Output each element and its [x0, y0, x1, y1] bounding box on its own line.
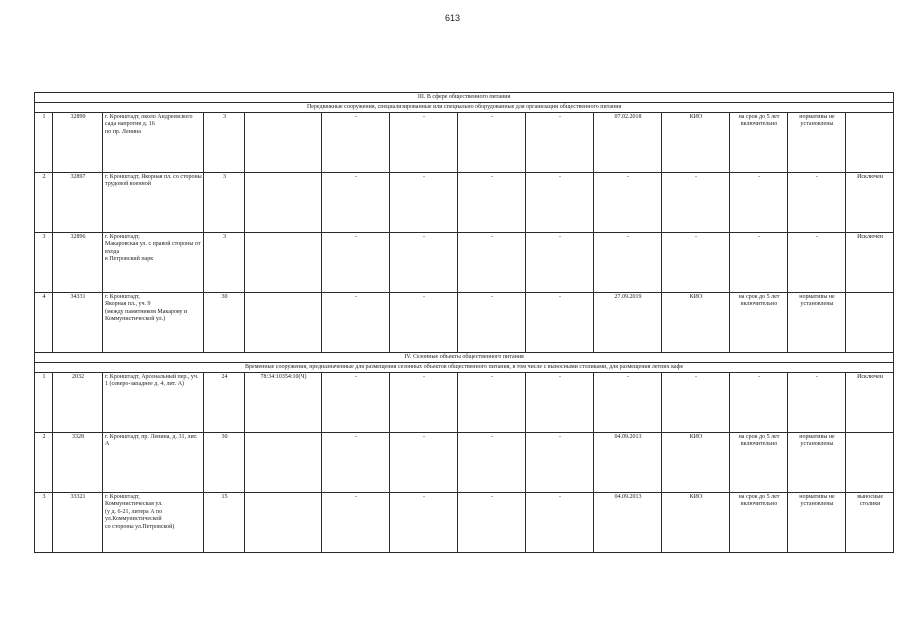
cell-cadastre [245, 233, 322, 293]
cell-note: Исключен [846, 373, 894, 433]
cell-c8: - [526, 293, 594, 353]
cell-c8: - [526, 373, 594, 433]
cell-norm: нормативы не установлены [788, 433, 846, 493]
cell-org: КИО [662, 493, 730, 553]
cell-num: 3 [35, 493, 53, 553]
cell-c7: - [458, 113, 526, 173]
cell-count: 24 [204, 373, 245, 433]
cell-norm: нормативы не установлены [788, 113, 846, 173]
table-row [35, 113, 894, 173]
cell-date: 04.09.2013 [594, 493, 662, 553]
table-row [35, 293, 894, 353]
cell-note [846, 433, 894, 493]
cell-org: КИО [662, 433, 730, 493]
cell-cadastre [245, 173, 322, 233]
cell-cadastre [245, 293, 322, 353]
cell-c7: - [458, 293, 526, 353]
cell-c5: - [322, 173, 390, 233]
cell-date: 04.09.2013 [594, 433, 662, 493]
cell-c6: - [390, 113, 458, 173]
cell-count: 3 [204, 233, 245, 293]
cell-date: - [594, 373, 662, 433]
cell-address: г. Кронштадт, Якорная пл., уч. 9 (между памятником Макарову и Коммунистической ул.) [103, 293, 204, 353]
cell-term: на срок до 5 лет включительно [730, 293, 788, 353]
cell-term: на срок до 5 лет включительно [730, 493, 788, 553]
cell-count: 15 [204, 493, 245, 553]
cell-code: 32896 [53, 233, 103, 293]
cell-c5: - [322, 493, 390, 553]
section-subtitle: Временные сооружения, предназначенные для размещения сезонных объектов общественного питания, в том числе с выносными столиками, для размещения летних кафе [35, 363, 894, 373]
registry-body [35, 93, 894, 553]
cell-note: выносные столики [846, 493, 894, 553]
cell-c6: - [390, 493, 458, 553]
cell-num: 1 [35, 113, 53, 173]
registry-table [34, 92, 894, 553]
cell-date: 07.02.2018 [594, 113, 662, 173]
section-title: IV. Сезонные объекты общественного питания [35, 353, 894, 363]
cell-term: на срок до 5 лет включительно [730, 433, 788, 493]
cell-term: на срок до 5 лет включительно [730, 113, 788, 173]
cell-num: 2 [35, 433, 53, 493]
cell-org: - [662, 233, 730, 293]
cell-c8: - [526, 433, 594, 493]
section-subtitle-row [35, 363, 894, 373]
cell-date: 27.09.2019 [594, 293, 662, 353]
cell-c6: - [390, 233, 458, 293]
cell-cadastre [245, 493, 322, 553]
cell-code: 33321 [53, 493, 103, 553]
cell-c5: - [322, 373, 390, 433]
section-title-row [35, 93, 894, 103]
cell-c5: - [322, 233, 390, 293]
cell-count: 3 [204, 113, 245, 173]
cell-code: 2032 [53, 373, 103, 433]
cell-c6: - [390, 173, 458, 233]
cell-note: Исключен [846, 173, 894, 233]
cell-cadastre [245, 433, 322, 493]
cell-code: 3328 [53, 433, 103, 493]
cell-c7: - [458, 173, 526, 233]
cell-c7: - [458, 233, 526, 293]
cell-address: г. Кронштадт, Якорная пл. со стороны трудовой военной [103, 173, 204, 233]
cell-note [846, 113, 894, 173]
section-subtitle-row [35, 103, 894, 113]
cell-term: - [730, 233, 788, 293]
table-row [35, 373, 894, 433]
cell-num: 3 [35, 233, 53, 293]
cell-c7: - [458, 493, 526, 553]
table-row [35, 493, 894, 553]
cell-org: КИО [662, 113, 730, 173]
cell-c5: - [322, 433, 390, 493]
table-row [35, 173, 894, 233]
cell-c6: - [390, 433, 458, 493]
cell-c8: - [526, 233, 594, 293]
cell-org: - [662, 373, 730, 433]
cell-num: 2 [35, 173, 53, 233]
cell-address: г. Кронштадт, около Андреевского сада напротив д. 16 по пр. Ленина [103, 113, 204, 173]
page-number: 613 [444, 13, 461, 23]
cell-address: г. Кронштадт, пр. Ленина, д. 31, лит. А [103, 433, 204, 493]
cell-date: - [594, 233, 662, 293]
cell-term: - [730, 373, 788, 433]
table-row [35, 433, 894, 493]
cell-c5: - [322, 113, 390, 173]
cell-address: г. Кронштадт, Арсенальный пер., уч. 1 (северо-западнее д. 4, лит. А) [103, 373, 204, 433]
cell-num: 4 [35, 293, 53, 353]
cell-c7: - [458, 373, 526, 433]
cell-norm: - [788, 233, 846, 293]
cell-date: - [594, 173, 662, 233]
cell-c7: - [458, 433, 526, 493]
cell-norm: - [788, 173, 846, 233]
cell-term: - [730, 173, 788, 233]
cell-norm: нормативы не установлены [788, 293, 846, 353]
cell-c8: - [526, 173, 594, 233]
cell-c6: - [390, 293, 458, 353]
section-title: III. В сфере общественного питания [35, 93, 894, 103]
cell-count: 3 [204, 173, 245, 233]
cell-c8: - [526, 493, 594, 553]
cell-cadastre: 78:34:10354:10(Ч) [245, 373, 322, 433]
section-title-row [35, 353, 894, 363]
cell-norm: нормативы не установлены [788, 493, 846, 553]
cell-org: - [662, 173, 730, 233]
cell-cadastre [245, 113, 322, 173]
cell-address: г. Кронштадт, Макаровская ул. с правой стороны от входа в Петровский парк [103, 233, 204, 293]
cell-code: 34331 [53, 293, 103, 353]
cell-norm: - [788, 373, 846, 433]
cell-c5: - [322, 293, 390, 353]
cell-c6: - [390, 373, 458, 433]
table-row [35, 233, 894, 293]
cell-c8: - [526, 113, 594, 173]
cell-code: 32899 [53, 113, 103, 173]
cell-num: 1 [35, 373, 53, 433]
cell-code: 32897 [53, 173, 103, 233]
cell-org: КИО [662, 293, 730, 353]
cell-count: 30 [204, 293, 245, 353]
cell-note [846, 293, 894, 353]
cell-note: Исключен [846, 233, 894, 293]
section-subtitle: Передвижные сооружения, специализированные или специально оборудованные для организации общественного питания [35, 103, 894, 113]
cell-count: 30 [204, 433, 245, 493]
cell-address: г. Кронштадт, Коммунистическая ул. (у д. 6-21, литера А по ул.Коммунистической со стороны ул.Петровской) [103, 493, 204, 553]
